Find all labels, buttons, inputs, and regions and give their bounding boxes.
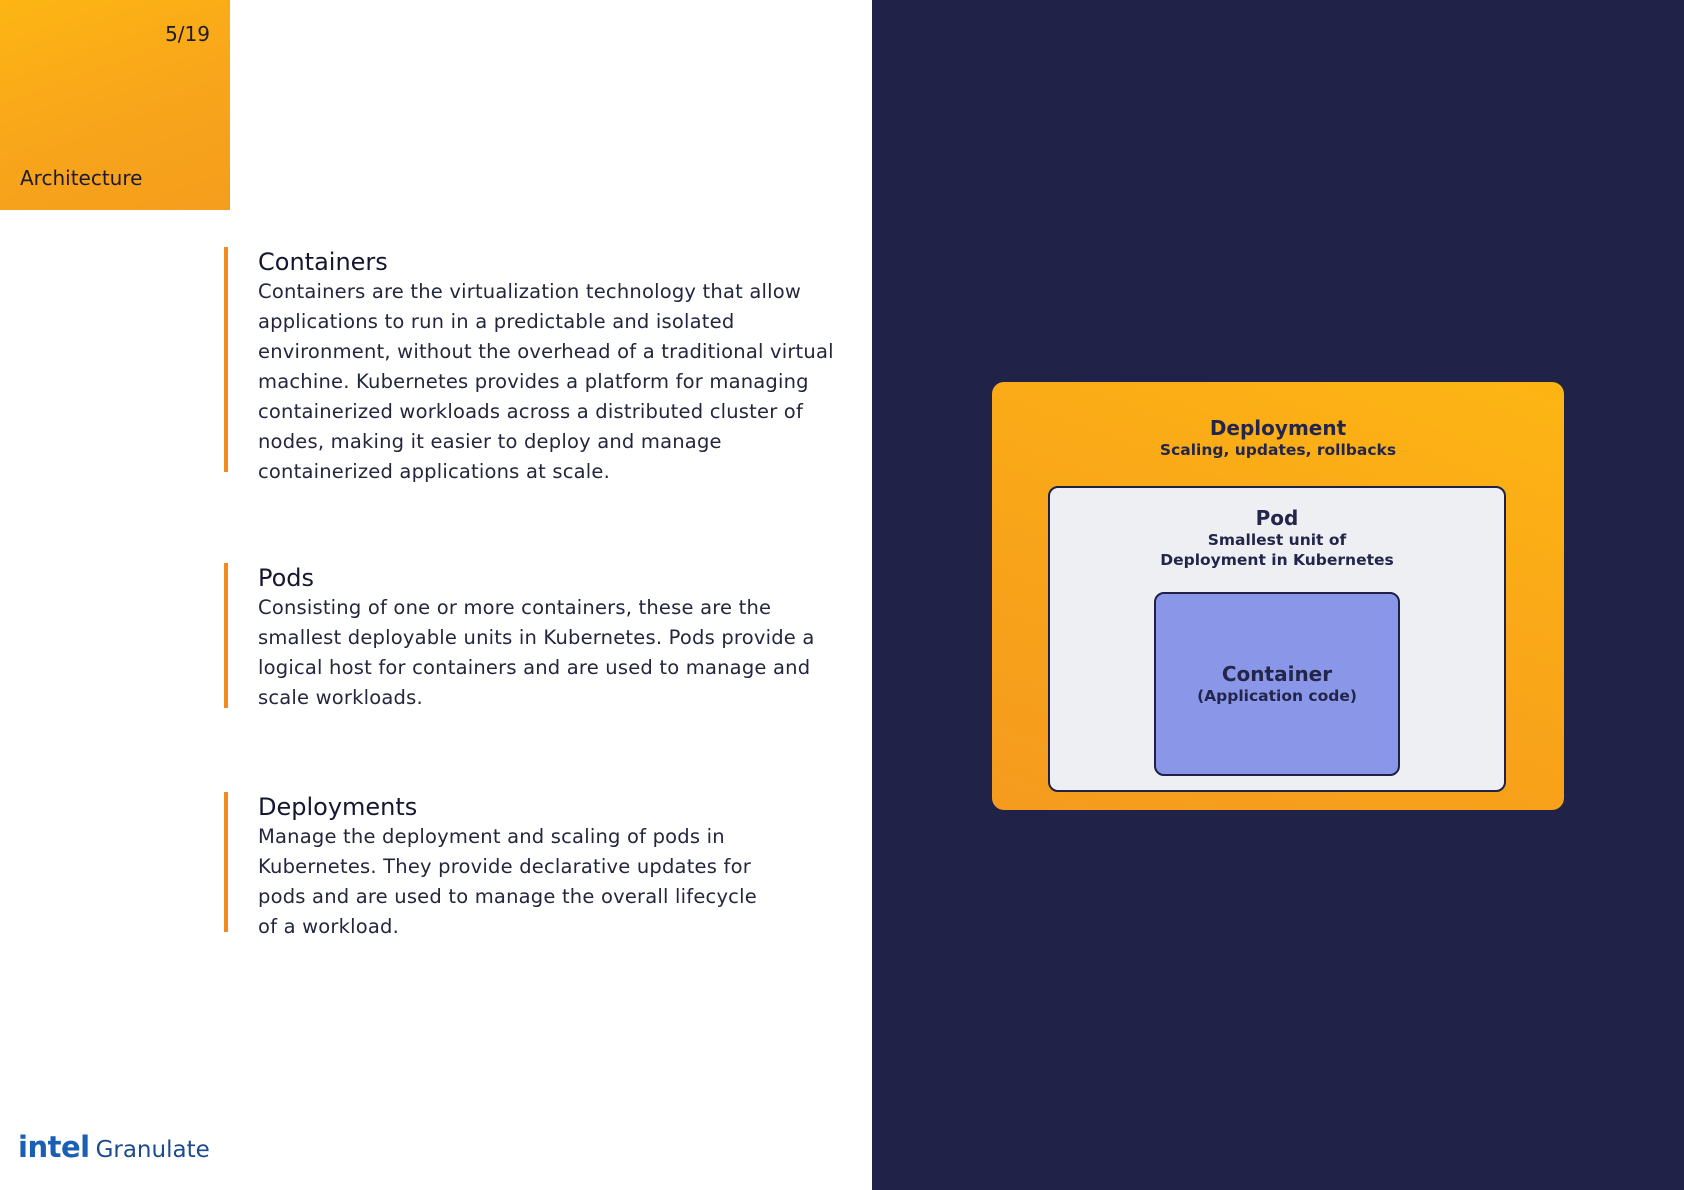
accent-bar: [224, 247, 228, 472]
page-number: 5/19: [165, 22, 210, 46]
pod-subtitle-line1: Smallest unit of: [1207, 531, 1347, 549]
logo-brand: intel: [18, 1130, 90, 1164]
deployment-title: Deployment: [1209, 416, 1347, 440]
section-heading: Deployments: [258, 793, 418, 821]
container-title: Container: [1221, 662, 1333, 686]
deployment-subtitle: Scaling, updates, rollbacks: [1159, 441, 1397, 459]
pod-box: [1048, 486, 1506, 792]
section-heading: Containers: [258, 248, 388, 276]
accent-bar: [224, 563, 228, 708]
accent-bar: [224, 792, 228, 932]
pod-title: Pod: [1255, 506, 1299, 530]
container-box: [1154, 592, 1400, 776]
section-body: Consisting of one or more containers, these are the smallest deployable units in Kubernetes. Pods provide a logical host for containers and are used to manage and scale workloads.: [258, 596, 815, 709]
section-label: Architecture: [20, 166, 143, 190]
pod-subtitle-line2: Deployment in Kubernetes: [1160, 551, 1394, 569]
logo-product: Granulate: [95, 1137, 210, 1163]
container-subtitle: (Application code): [1197, 687, 1357, 705]
deployment-box: [992, 382, 1564, 810]
section-corner-tile: [0, 0, 230, 210]
section-heading: Pods: [258, 564, 315, 592]
intel-granulate-logo: [18, 1130, 210, 1166]
section-body: Containers are the virtualization technology that allow applications to run in a predictable and isolated environment, without the overhead of a traditional virtual machine. Kubernetes provides a platform for managing containerized workloads across a distributed cluster of nodes, making it easier to deploy and manage containerized applications at scale.: [258, 280, 834, 483]
section-body: Manage the deployment and scaling of pods in Kubernetes. They provide declarative updates for pods and are used to manage the overall lifecycle of a workload.: [258, 825, 757, 938]
